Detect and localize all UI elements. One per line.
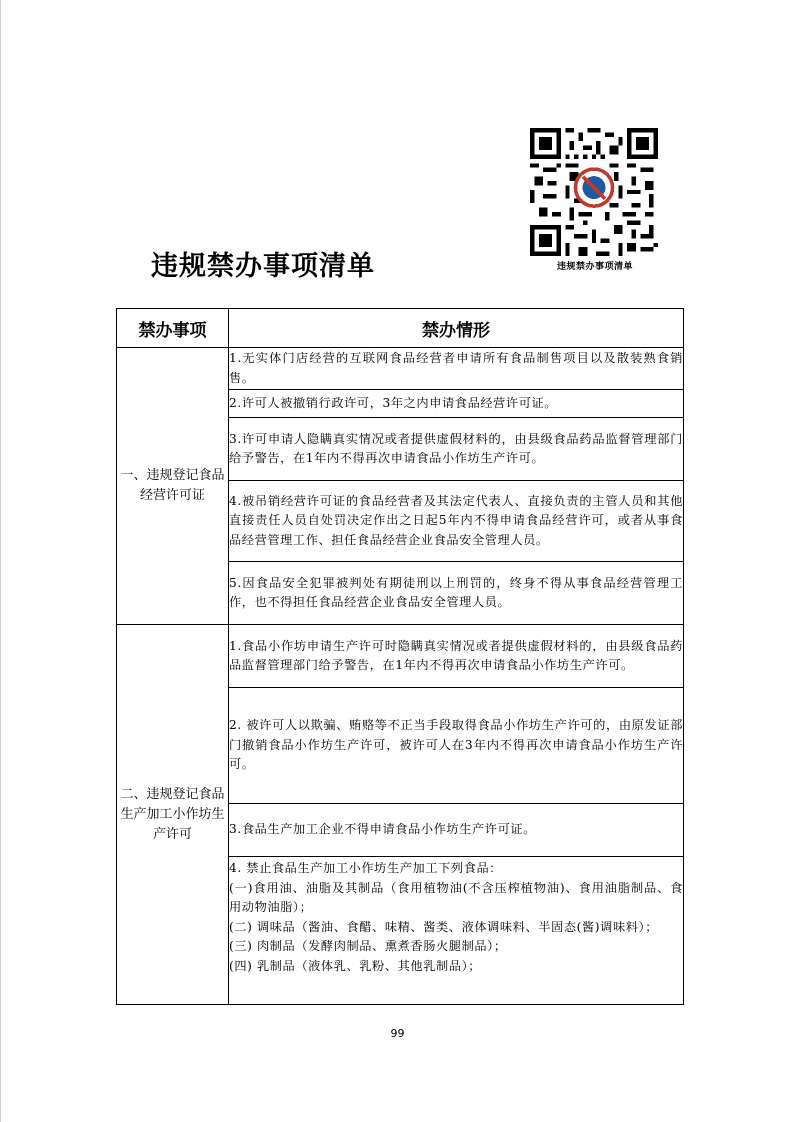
page-title: 违规禁办事项清单 [151, 251, 375, 282]
qr-code-image [529, 128, 659, 256]
table-row [117, 625, 684, 688]
situation-cell: 5.因食品安全犯罪被判处有期徒刑以上刑罚的，终身不得从事食品经营管理工作，也不得担任食品经营企业食品安全管理人员。 [229, 562, 684, 625]
category-cell: 二、违规登记食品生产加工小作坊生产许可 [117, 625, 229, 1005]
table-header-row [117, 309, 684, 348]
food-list-intro: 4. 禁止食品生产加工小作坊生产加工下列食品： [229, 861, 503, 875]
food-list-line: (一)食用油、油脂及其制品（食用植物油(不含压榨植物油)、食用油脂制品、食用动物油脂）； [229, 880, 683, 914]
qr-code-block [529, 128, 661, 272]
header-prohibited-situation: 禁办情形 [229, 309, 684, 348]
food-list-line: (三) 肉制品（发酵肉制品、熏煮香肠火腿制品）； [229, 939, 507, 953]
situation-cell-food-list [229, 857, 684, 1005]
food-list-line: (二) 调味品（酱油、食醋、味精、酱类、液体调味料、半固态(酱)调味料）； [229, 919, 658, 934]
situation-cell: 3.食品生产加工企业不得申请食品小作坊生产许可证。 [229, 804, 684, 857]
situation-cell: 2.许可人被撤销行政许可，3年之内申请食品经营许可证。 [229, 390, 684, 418]
situation-cell: 1.食品小作坊申请生产许可时隐瞒真实情况或者提供虚假材料的，由县级食品药品监督管理部门给予警告，在1年内不得再次申请食品小作坊生产许可。 [229, 625, 684, 688]
situation-cell: 2. 被许可人以欺骗、贿赂等不正当手段取得食品小作坊生产许可的，由原发证部门撤销食品小作坊生产许可，被许可人在3年内不得再次申请食品小作坊生产许可。 [229, 688, 684, 804]
table-row [117, 348, 684, 390]
prohibited-items-table [116, 308, 684, 1005]
situation-cell: 1.无实体门店经营的互联网食品经营者申请所有食品制售项目以及散装熟食销售。 [229, 348, 684, 390]
category-cell: 一、违规登记食品经营许可证 [117, 348, 229, 625]
qr-caption: 违规禁办事项清单 [556, 262, 633, 272]
food-list-line: (四) 乳制品（液体乳、乳粉、其他乳制品）； [229, 958, 482, 973]
situation-cell: 3.许可申请人隐瞒真实情况或者提供虚假材料的，由县级食品药品监督管理部门给予警告，在1年内不得再次申请食品小作坊生产许可。 [229, 418, 684, 481]
page-number: 99 [390, 1027, 405, 1040]
header-prohibited-item: 禁办事项 [117, 309, 229, 348]
situation-cell: 4.被吊销经营许可证的食品经营者及其法定代表人、直接负责的主管人员和其他直接责任人员自处罚决定作出之日起5年内不得申请食品经营许可，或者从事食品经营管理工作、担任食品经营企业食品安全管理人员。 [229, 481, 684, 562]
